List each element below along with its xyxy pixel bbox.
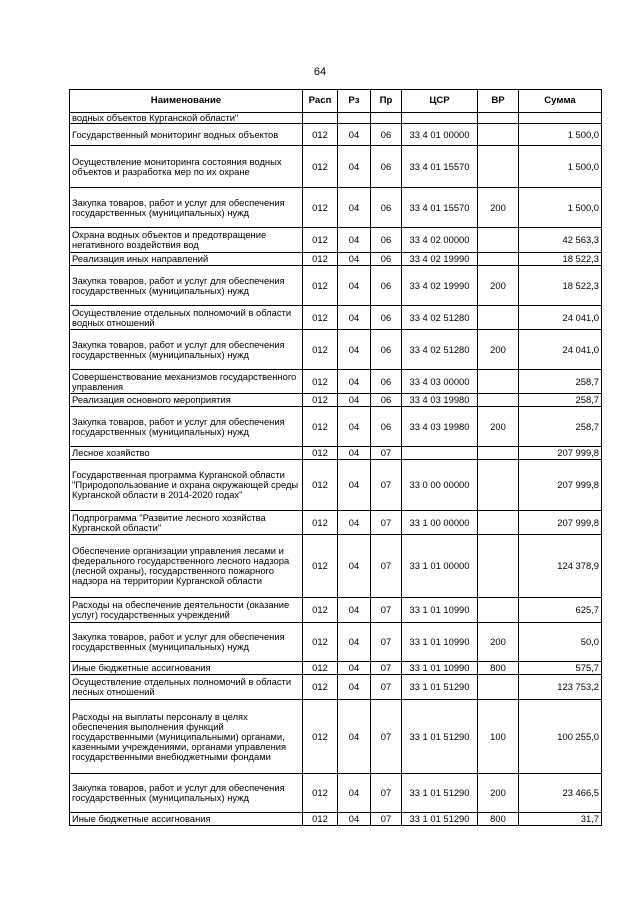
cell-vr: 800 bbox=[478, 813, 519, 826]
cell-pr: 07 bbox=[371, 662, 402, 675]
cell-name: Подпрограмма "Развитие лесного хозяйства Курганской области" bbox=[70, 511, 303, 535]
cell-rasp: 012 bbox=[303, 253, 338, 266]
cell-vr bbox=[478, 370, 519, 394]
cell-pr: 06 bbox=[371, 306, 402, 330]
cell-sum: 50,0 bbox=[519, 623, 602, 662]
cell-name: Обеспечение организации управления лесами и федерального государственного лесного надзора (лесной охраны), государственного пожарного надзора на территории Курганской области bbox=[70, 535, 303, 598]
cell-vr: 800 bbox=[478, 662, 519, 675]
cell-vr bbox=[478, 228, 519, 253]
cell-pr: 07 bbox=[371, 598, 402, 623]
cell-csr: 33 1 00 00000 bbox=[402, 511, 478, 535]
cell-pr: 06 bbox=[371, 330, 402, 370]
cell-pr: 07 bbox=[371, 774, 402, 813]
header-vr: ВР bbox=[478, 90, 519, 113]
table-row bbox=[70, 394, 602, 407]
cell-vr bbox=[478, 113, 519, 124]
cell-csr: 33 1 01 51290 bbox=[402, 774, 478, 813]
cell-csr: 33 4 03 00000 bbox=[402, 370, 478, 394]
cell-vr: 200 bbox=[478, 330, 519, 370]
cell-rasp: 012 bbox=[303, 394, 338, 407]
cell-rasp: 012 bbox=[303, 306, 338, 330]
cell-name: Реализация основного мероприятия bbox=[70, 394, 303, 407]
cell-rz: 04 bbox=[338, 675, 371, 700]
cell-pr: 06 bbox=[371, 407, 402, 447]
cell-rz: 04 bbox=[338, 598, 371, 623]
cell-rz: 04 bbox=[338, 700, 371, 774]
cell-csr: 33 1 01 10990 bbox=[402, 598, 478, 623]
cell-sum: 18 522,3 bbox=[519, 253, 602, 266]
cell-rasp: 012 bbox=[303, 535, 338, 598]
table-row bbox=[70, 370, 602, 394]
cell-vr bbox=[478, 124, 519, 146]
header-name: Наименование bbox=[70, 90, 303, 113]
cell-rz: 04 bbox=[338, 394, 371, 407]
table-row bbox=[70, 447, 602, 460]
cell-sum: 1 500,0 bbox=[519, 124, 602, 146]
cell-sum: 1 500,0 bbox=[519, 188, 602, 228]
cell-csr: 33 4 02 19990 bbox=[402, 253, 478, 266]
cell-csr: 33 4 03 19980 bbox=[402, 407, 478, 447]
cell-sum: 24 041,0 bbox=[519, 306, 602, 330]
cell-name: Расходы на выплаты персоналу в целях обеспечения выполнения функций государственными (муниципальными) органами, казенными учреждениями, органами управления государственными внебюджетными фондами bbox=[70, 700, 303, 774]
cell-pr: 06 bbox=[371, 394, 402, 407]
cell-sum: 258,7 bbox=[519, 394, 602, 407]
cell-vr bbox=[478, 598, 519, 623]
cell-vr: 200 bbox=[478, 407, 519, 447]
table-row bbox=[70, 662, 602, 675]
table-row bbox=[70, 330, 602, 370]
cell-rz: 04 bbox=[338, 535, 371, 598]
cell-rz: 04 bbox=[338, 447, 371, 460]
cell-pr: 07 bbox=[371, 675, 402, 700]
cell-sum: 207 999,8 bbox=[519, 511, 602, 535]
cell-name: Осуществление мониторинга состояния водных объектов и разработка мер по их охране bbox=[70, 146, 303, 188]
cell-csr: 33 4 02 00000 bbox=[402, 228, 478, 253]
cell-name: Закупка товаров, работ и услуг для обеспечения государственных (муниципальных) нужд bbox=[70, 623, 303, 662]
table-row bbox=[70, 407, 602, 447]
cell-rz: 04 bbox=[338, 370, 371, 394]
cell-sum: 123 753,2 bbox=[519, 675, 602, 700]
cell-rasp: 012 bbox=[303, 124, 338, 146]
cell-vr bbox=[478, 675, 519, 700]
cell-sum bbox=[519, 113, 602, 124]
cell-name: Государственный мониторинг водных объектов bbox=[70, 124, 303, 146]
table-row bbox=[70, 774, 602, 813]
cell-pr: 07 bbox=[371, 460, 402, 511]
table-row bbox=[70, 460, 602, 511]
cell-rz: 04 bbox=[338, 407, 371, 447]
cell-csr: 33 4 03 19980 bbox=[402, 394, 478, 407]
cell-pr: 07 bbox=[371, 813, 402, 826]
cell-csr: 33 1 01 51290 bbox=[402, 813, 478, 826]
table-row bbox=[70, 598, 602, 623]
cell-csr: 33 4 02 51280 bbox=[402, 330, 478, 370]
table-row bbox=[70, 700, 602, 774]
cell-rasp: 012 bbox=[303, 623, 338, 662]
cell-name: Закупка товаров, работ и услуг для обеспечения государственных (муниципальных) нужд bbox=[70, 188, 303, 228]
cell-pr: 06 bbox=[371, 370, 402, 394]
cell-vr bbox=[478, 447, 519, 460]
header-pr: Пр bbox=[371, 90, 402, 113]
cell-pr: 07 bbox=[371, 700, 402, 774]
cell-sum: 575,7 bbox=[519, 662, 602, 675]
cell-name: Расходы на обеспечение деятельности (оказание услуг) государственных учреждений bbox=[70, 598, 303, 623]
cell-name: Совершенствование механизмов государственного управления bbox=[70, 370, 303, 394]
cell-rz: 04 bbox=[338, 146, 371, 188]
budget-table bbox=[69, 89, 602, 826]
cell-rz: 04 bbox=[338, 460, 371, 511]
header-csr: ЦСР bbox=[402, 90, 478, 113]
cell-rasp: 012 bbox=[303, 813, 338, 826]
cell-vr bbox=[478, 253, 519, 266]
header-rasp: Расп bbox=[303, 90, 338, 113]
header-sum: Сумма bbox=[519, 90, 602, 113]
cell-csr: 33 1 01 10990 bbox=[402, 662, 478, 675]
cell-pr: 06 bbox=[371, 228, 402, 253]
cell-rz: 04 bbox=[338, 306, 371, 330]
cell-rasp: 012 bbox=[303, 460, 338, 511]
cell-rasp: 012 bbox=[303, 407, 338, 447]
cell-rasp: 012 bbox=[303, 370, 338, 394]
cell-csr: 33 1 01 51290 bbox=[402, 700, 478, 774]
table-row bbox=[70, 228, 602, 253]
cell-vr: 100 bbox=[478, 700, 519, 774]
cell-rz: 04 bbox=[338, 266, 371, 306]
table-row bbox=[70, 253, 602, 266]
cell-sum: 124 378,9 bbox=[519, 535, 602, 598]
cell-vr: 200 bbox=[478, 188, 519, 228]
cell-rasp: 012 bbox=[303, 675, 338, 700]
cell-csr: 33 1 01 00000 bbox=[402, 535, 478, 598]
table-row bbox=[70, 535, 602, 598]
cell-name: Иные бюджетные ассигнования bbox=[70, 813, 303, 826]
table-row bbox=[70, 675, 602, 700]
cell-rz: 04 bbox=[338, 662, 371, 675]
cell-vr: 200 bbox=[478, 623, 519, 662]
header-rz: Рз bbox=[338, 90, 371, 113]
cell-pr: 07 bbox=[371, 511, 402, 535]
cell-sum: 18 522,3 bbox=[519, 266, 602, 306]
cell-name: Лесное хозяйство bbox=[70, 447, 303, 460]
page-number: 64 bbox=[313, 66, 327, 78]
cell-vr bbox=[478, 460, 519, 511]
cell-vr bbox=[478, 146, 519, 188]
cell-sum: 42 563,3 bbox=[519, 228, 602, 253]
cell-rz: 04 bbox=[338, 813, 371, 826]
cell-sum: 258,7 bbox=[519, 370, 602, 394]
table-row bbox=[70, 623, 602, 662]
table-row bbox=[70, 266, 602, 306]
cell-rasp: 012 bbox=[303, 146, 338, 188]
cell-name: водных объектов Курганской области" bbox=[70, 113, 303, 124]
cell-csr bbox=[402, 447, 478, 460]
table-row bbox=[70, 813, 602, 826]
cell-rasp: 012 bbox=[303, 511, 338, 535]
cell-rz: 04 bbox=[338, 774, 371, 813]
cell-pr: 06 bbox=[371, 266, 402, 306]
cell-rasp bbox=[303, 113, 338, 124]
cell-rasp: 012 bbox=[303, 447, 338, 460]
cell-csr: 33 0 00 00000 bbox=[402, 460, 478, 511]
cell-vr: 200 bbox=[478, 774, 519, 813]
cell-sum: 207 999,8 bbox=[519, 447, 602, 460]
table-row bbox=[70, 306, 602, 330]
cell-name: Охрана водных объектов и предотвращение негативного воздействия вод bbox=[70, 228, 303, 253]
table-row bbox=[70, 188, 602, 228]
cell-rz: 04 bbox=[338, 188, 371, 228]
cell-rasp: 012 bbox=[303, 330, 338, 370]
cell-sum: 625,7 bbox=[519, 598, 602, 623]
table-row bbox=[70, 146, 602, 188]
cell-name: Закупка товаров, работ и услуг для обеспечения государственных (муниципальных) нужд bbox=[70, 774, 303, 813]
cell-name: Закупка товаров, работ и услуг для обеспечения государственных (муниципальных) нужд bbox=[70, 407, 303, 447]
cell-csr: 33 1 01 51290 bbox=[402, 675, 478, 700]
cell-sum: 100 255,0 bbox=[519, 700, 602, 774]
table-row bbox=[70, 113, 602, 124]
table-row bbox=[70, 511, 602, 535]
cell-rasp: 012 bbox=[303, 228, 338, 253]
cell-pr: 06 bbox=[371, 124, 402, 146]
cell-rz: 04 bbox=[338, 511, 371, 535]
cell-rasp: 012 bbox=[303, 598, 338, 623]
cell-csr: 33 4 01 15570 bbox=[402, 188, 478, 228]
cell-pr: 06 bbox=[371, 253, 402, 266]
cell-rz: 04 bbox=[338, 253, 371, 266]
cell-rasp: 012 bbox=[303, 266, 338, 306]
cell-name: Государственная программа Курганской области "Природопользование и охрана окружающей среды Курганской области в 2014-2020 годах" bbox=[70, 460, 303, 511]
cell-csr: 33 4 02 19990 bbox=[402, 266, 478, 306]
table-row bbox=[70, 124, 602, 146]
cell-rasp: 012 bbox=[303, 662, 338, 675]
cell-csr: 33 4 01 15570 bbox=[402, 146, 478, 188]
cell-pr bbox=[371, 113, 402, 124]
table-header-row bbox=[70, 90, 602, 113]
cell-rz bbox=[338, 113, 371, 124]
cell-rz: 04 bbox=[338, 330, 371, 370]
cell-rz: 04 bbox=[338, 623, 371, 662]
cell-name: Закупка товаров, работ и услуг для обеспечения государственных (муниципальных) нужд bbox=[70, 330, 303, 370]
cell-sum: 258,7 bbox=[519, 407, 602, 447]
cell-name: Закупка товаров, работ и услуг для обеспечения государственных (муниципальных) нужд bbox=[70, 266, 303, 306]
cell-name: Осуществление отдельных полномочий в области лесных отношений bbox=[70, 675, 303, 700]
cell-sum: 24 041,0 bbox=[519, 330, 602, 370]
cell-sum: 23 466,5 bbox=[519, 774, 602, 813]
cell-vr bbox=[478, 511, 519, 535]
cell-pr: 07 bbox=[371, 535, 402, 598]
cell-pr: 06 bbox=[371, 188, 402, 228]
cell-name: Реализация иных направлений bbox=[70, 253, 303, 266]
cell-name: Иные бюджетные ассигнования bbox=[70, 662, 303, 675]
cell-rasp: 012 bbox=[303, 700, 338, 774]
cell-rasp: 012 bbox=[303, 188, 338, 228]
cell-vr bbox=[478, 535, 519, 598]
cell-sum: 207 999,8 bbox=[519, 460, 602, 511]
cell-csr: 33 4 02 51280 bbox=[402, 306, 478, 330]
cell-csr bbox=[402, 113, 478, 124]
cell-rz: 04 bbox=[338, 228, 371, 253]
cell-vr bbox=[478, 394, 519, 407]
cell-pr: 07 bbox=[371, 623, 402, 662]
cell-vr: 200 bbox=[478, 266, 519, 306]
cell-csr: 33 4 01 00000 bbox=[402, 124, 478, 146]
cell-vr bbox=[478, 306, 519, 330]
cell-sum: 1 500,0 bbox=[519, 146, 602, 188]
cell-pr: 07 bbox=[371, 447, 402, 460]
cell-rasp: 012 bbox=[303, 774, 338, 813]
cell-sum: 31,7 bbox=[519, 813, 602, 826]
cell-name: Осуществление отдельных полномочий в области водных отношений bbox=[70, 306, 303, 330]
cell-csr: 33 1 01 10990 bbox=[402, 623, 478, 662]
cell-rz: 04 bbox=[338, 124, 371, 146]
cell-pr: 06 bbox=[371, 146, 402, 188]
